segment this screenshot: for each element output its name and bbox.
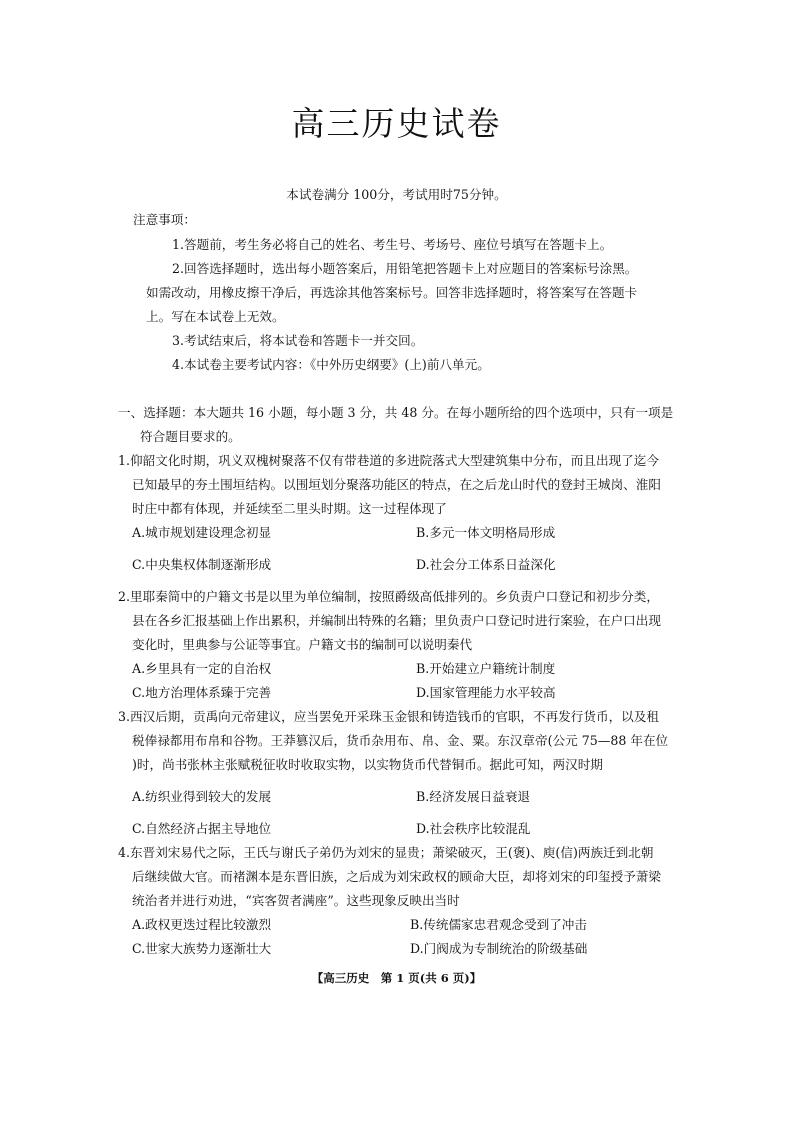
question-stem-line: 县在各乡汇报基础上作出累积，并编制出特殊的名籍；里负责户口登记时进行案验，在户口出现 bbox=[132, 613, 661, 628]
option-a: A.乡里具有一定的自治权 bbox=[132, 661, 272, 676]
page-title: 高三历史试卷 bbox=[291, 104, 502, 143]
page-footer: 【高三历史 第 1 页(共 6 页)】 bbox=[311, 971, 482, 985]
option-b: B.开始建立户籍统计制度 bbox=[416, 661, 556, 676]
notice-line-1: 1.答题前，考生务必将自己的姓名、考生号、考场号、座位号填写在答题卡上。 bbox=[172, 237, 613, 252]
question-stem-line: 已知最早的夯土围垣结构。以围垣划分聚落功能区的特点，在之后龙山时代的登封王城岗、淮阳 bbox=[132, 477, 661, 492]
section-heading-cont: 符合题目要求的。 bbox=[140, 429, 241, 444]
question-stem-line: )时，尚书张林主张赋税征收时收取实物，以实物货币代替铜币。据此可知，两汉时期 bbox=[132, 757, 603, 772]
question-stem-line: 后继续做大官。而褚渊本是东晋旧族，之后成为刘宋政权的顾命大臣，却将刘宋的印玺授予萧梁 bbox=[132, 869, 661, 884]
option-c: C.地方治理体系臻于完善 bbox=[132, 685, 272, 700]
question-stem-line: 统治者并进行劝进，“宾客贺者满座”。这些现象反映出当时 bbox=[132, 893, 460, 908]
option-b: B.多元一体文明格局形成 bbox=[416, 525, 556, 540]
notice-line-3: 如需改动，用橡皮擦干净后，再选涂其他答案标号。回答非选择题时，将答案写在答题卡 bbox=[146, 285, 638, 300]
option-a: A.城市规划建设理念初显 bbox=[132, 525, 272, 540]
option-c: C.自然经济占据主导地位 bbox=[132, 821, 272, 836]
notice-line-6: 4.本试卷主要考试内容：《中外历史纲要》(上)前八单元。 bbox=[172, 357, 490, 372]
question-stem-line: 2.里耶秦简中的户籍文书是以里为单位编制，按照爵级高低排列的。乡负责户口登记和初步分类， bbox=[118, 589, 659, 604]
question-stem-line: 4.东晋刘宋易代之际，王氏与谢氏子弟仍为刘宋的显贵；萧梁破灭，王(褒)、庾(信)两族迁到北朝 bbox=[118, 845, 654, 860]
option-b: B.传统儒家忠君观念受到了冲击 bbox=[410, 917, 587, 932]
question-stem-line: 时庄中都有体现，并延续至二里头时期。这一过程体现了 bbox=[132, 501, 447, 516]
section-heading: 一、选择题：本大题共 16 小题，每小题 3 分，共 48 分。在每小题所给的四个选项中，只有一项是 bbox=[118, 405, 674, 420]
question-stem-line: 变化时，里典参与公证等事宜。户籍文书的编制可以说明秦代 bbox=[132, 637, 473, 652]
exam-info: 本试卷满分 100分，考试用时75分钟。 bbox=[286, 187, 507, 202]
option-a: A.政权更迭过程比较激烈 bbox=[132, 917, 272, 932]
option-d: D.门阀成为专制统治的阶级基础 bbox=[410, 941, 588, 956]
notice-line-4: 上。写在本试卷上无效。 bbox=[146, 309, 285, 324]
option-d: D.国家管理能力水平较高 bbox=[416, 685, 556, 700]
option-c: C.中央集权体制逐渐形成 bbox=[132, 557, 272, 572]
notice-line-5: 3.考试结束后，将本试卷和答题卡一并交回。 bbox=[172, 333, 424, 348]
option-a: A.纺织业得到较大的发展 bbox=[132, 789, 272, 804]
option-b: B.经济发展日益衰退 bbox=[416, 789, 531, 804]
option-d: D.社会分工体系日益深化 bbox=[416, 557, 556, 572]
question-stem-line: 税俸禄都用布帛和谷物。王莽篡汉后，货币杂用布、帛、金、粟。东汉章帝(公元 75—88 年在位 bbox=[132, 733, 669, 748]
option-d: D.社会秩序比较混乱 bbox=[416, 821, 531, 836]
option-c: C.世家大族势力逐渐壮大 bbox=[132, 941, 272, 956]
notice-line-2: 2.回答选择题时，选出每小题答案后，用铅笔把答题卡上对应题目的答案标号涂黑。 bbox=[172, 261, 638, 276]
question-stem-line: 1.仰韶文化时期，巩义双槐树聚落不仅有带巷道的多进院落式大型建筑集中分布，而且出现了迄今 bbox=[118, 453, 659, 468]
notice-heading: 注意事项： bbox=[133, 212, 196, 227]
question-stem-line: 3.西汉后期，贡禹向元帝建议，应当罢免开采珠玉金银和铸造钱币的官职，不再发行货币，以及租 bbox=[118, 709, 659, 724]
